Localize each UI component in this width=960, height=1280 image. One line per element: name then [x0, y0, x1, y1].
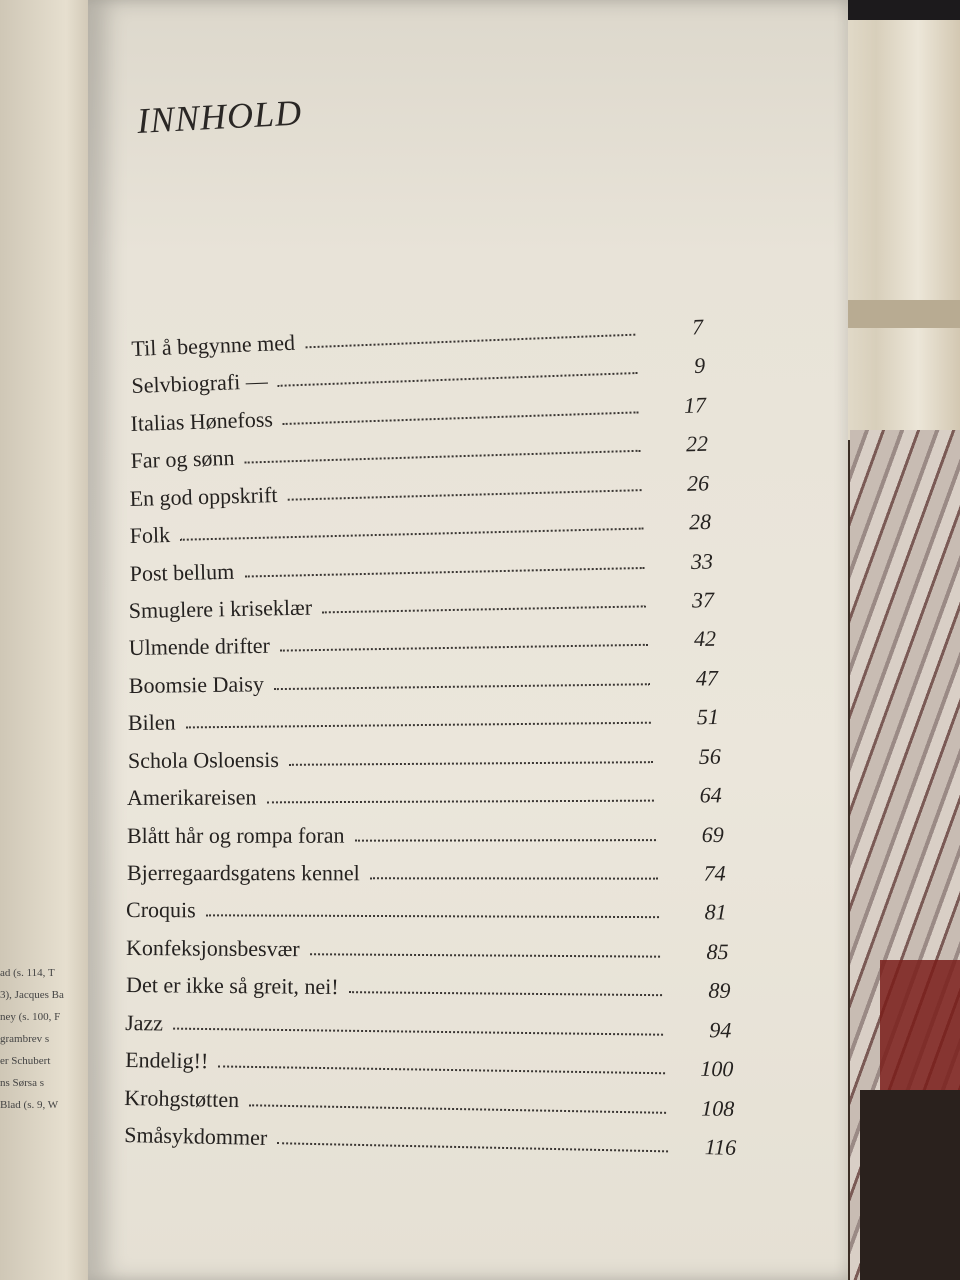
toc-entry-title: Folk	[129, 522, 171, 549]
left-snippet: grambrev s	[0, 1033, 50, 1045]
left-snippet: Blad (s. 9, W	[0, 1099, 59, 1111]
background-red-object	[880, 960, 960, 1090]
toc-entry-title: Jazz	[125, 1009, 164, 1036]
left-snippet: ney (s. 100, F	[0, 1011, 61, 1023]
toc-dot-leader	[244, 567, 645, 578]
toc-dot-leader	[305, 334, 635, 349]
toc-page-number: 100	[699, 1055, 734, 1082]
toc-entry-title: Far og sønn	[130, 445, 235, 474]
toc-entry-title: Croquis	[126, 897, 197, 923]
toc-entry	[128, 620, 716, 661]
toc-dot-leader	[348, 991, 662, 996]
toc-entry	[126, 966, 731, 1004]
table-of-contents	[88, 0, 848, 1280]
left-snippet: ns Sørsa s	[0, 1077, 45, 1089]
toc-entry-title: Bjerregaardsgatens kennel	[126, 860, 360, 886]
toc-dot-leader	[180, 528, 643, 541]
toc-dot-leader	[322, 605, 646, 613]
toc-page-number: 89	[707, 977, 731, 1004]
toc-page-number: 7	[691, 314, 704, 340]
toc-page-number: 56	[698, 743, 721, 769]
toc-dot-leader	[277, 372, 636, 387]
toc-dot-leader	[289, 761, 653, 766]
toc-entry-title: Selvbiografi —	[130, 368, 268, 399]
toc-dot-leader	[249, 1104, 666, 1114]
toc-entry	[125, 1041, 734, 1082]
toc-entry	[128, 659, 718, 699]
toc-page-number: 17	[683, 392, 707, 418]
left-snippet: 3), Jacques Ba	[0, 989, 64, 1001]
toc-entry	[126, 929, 729, 965]
left-page-text	[0, 962, 70, 1116]
toc-page-number: 85	[706, 938, 729, 964]
toc-dot-leader	[173, 1027, 663, 1035]
toc-entry	[127, 776, 722, 811]
toc-entry	[127, 816, 724, 849]
toc-page-number: 69	[701, 821, 724, 847]
toc-entry-title: En god oppskrift	[129, 481, 279, 511]
toc-entry-title: Det er ikke så greit, nei!	[125, 972, 339, 1000]
toc-page-number: 26	[687, 470, 710, 496]
toc-page-number: 51	[696, 704, 720, 730]
toc-page-number: 116	[704, 1134, 737, 1160]
toc-entry-title: Ulmende drifter	[128, 633, 271, 661]
left-snippet: ad (s. 114, T	[0, 967, 55, 979]
toc-entry	[124, 1116, 737, 1161]
toc-page-number: 37	[692, 587, 715, 613]
toc-page-number: 28	[688, 509, 712, 535]
toc-entry-title: Småsykdommer	[124, 1122, 268, 1150]
toc-dot-leader	[369, 877, 657, 879]
toc-entry-title: Boomsie Daisy	[128, 671, 264, 698]
toc-dot-leader	[267, 800, 654, 804]
toc-dot-leader	[280, 644, 648, 652]
toc-dot-leader	[206, 915, 659, 919]
toc-page-number: 47	[695, 665, 718, 691]
toc-dot-leader	[355, 839, 656, 842]
toc-dot-leader	[186, 722, 651, 729]
toc-page-number: 81	[704, 899, 727, 925]
toc-entry	[129, 542, 713, 587]
toc-dot-leader	[309, 953, 660, 957]
toc-dot-leader	[244, 450, 640, 464]
toc-entry-title: Blått hår og rompa foran	[127, 822, 345, 848]
toc-entry-title: Schola Osloensis	[127, 746, 279, 773]
toc-entry-title: Til å begynne med	[131, 329, 296, 362]
toc-entry	[124, 1079, 735, 1122]
toc-entry	[128, 737, 721, 773]
background-dark-object	[860, 1090, 960, 1280]
toc-page-number: 108	[701, 1095, 735, 1121]
toc-page-number: 64	[700, 782, 723, 808]
toc-dot-leader	[218, 1066, 665, 1075]
toc-entry-title: Krohgstøtten	[124, 1084, 240, 1112]
toc-page-number: 94	[709, 1016, 732, 1043]
toc-page-number: 74	[703, 860, 726, 886]
toc-dot-leader	[277, 1142, 668, 1152]
page-title: INNHOLD	[136, 92, 303, 141]
toc-dot-leader	[288, 489, 642, 501]
toc-entry-title: Italias Hønefoss	[130, 406, 274, 436]
toc-entry-title: Endelig!!	[124, 1047, 209, 1074]
toc-entry-title: Konfeksjonsbesvær	[125, 934, 300, 962]
toc-entry	[129, 581, 715, 624]
toc-page-number: 9	[693, 353, 706, 379]
toc-dot-leader	[283, 411, 638, 425]
toc-entry-title: Amerikareisen	[127, 784, 257, 811]
left-snippet: er Schubert	[0, 1055, 51, 1067]
toc-entry-title: Smuglere i kriseklær	[128, 594, 313, 624]
toc-entry-title: Post bellum	[129, 558, 235, 586]
toc-entry	[126, 891, 727, 925]
toc-entry-title: Bilen	[127, 709, 176, 736]
book-page	[88, 0, 848, 1280]
toc-entry	[129, 503, 711, 549]
toc-page-number: 22	[685, 431, 709, 457]
toc-entry	[125, 1004, 732, 1044]
toc-entry	[128, 698, 719, 736]
toc-page-number: 33	[690, 548, 713, 574]
toc-entry	[127, 854, 726, 887]
toc-page-number: 42	[693, 626, 717, 652]
toc-dot-leader	[273, 683, 649, 690]
